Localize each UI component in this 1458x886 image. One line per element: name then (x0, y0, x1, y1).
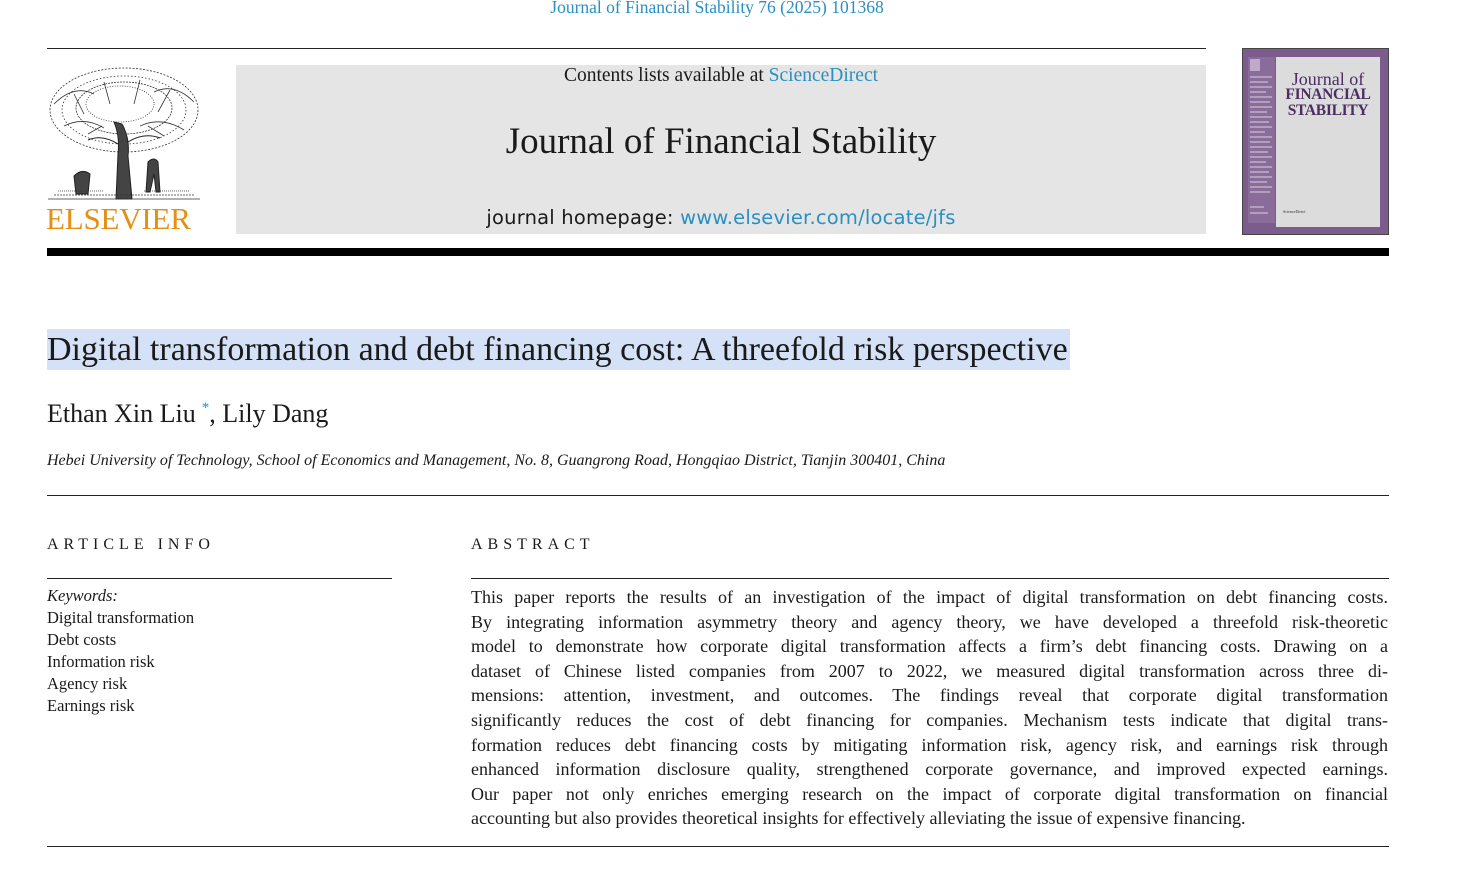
author-name[interactable]: Lily Dang (222, 399, 329, 428)
keyword-item: Information risk (47, 652, 155, 671)
abstract-line: Our paper not only enriches emerging research on the impact of corporate digital transformation on financial (471, 783, 1388, 804)
journal-citation-link[interactable]: Journal of Financial Stability 76 (2025) 101368 (550, 0, 884, 17)
elsevier-tree-icon (44, 64, 202, 204)
abstract-line: mensions: attention, investment, and outcomes. The findings reveal that corporate digital transformation (471, 685, 1388, 706)
abstract-divider (471, 578, 1389, 579)
cover-title-line1: Journal of (1291, 69, 1365, 89)
keyword-item: Agency risk (47, 674, 128, 693)
cover-contents-strip (1248, 57, 1275, 223)
top-divider (47, 48, 1206, 49)
homepage-line (236, 206, 1206, 229)
keywords-block (47, 585, 194, 717)
abstract-line: This paper reports the results of an investigation of the impact of digital transformation on debt financing costs. (471, 587, 1388, 607)
article-info-heading: ARTICLE INFO (47, 536, 215, 553)
affiliation-divider (47, 495, 1389, 496)
abstract-line: accounting but also provides theoretical insights for effectively alleviating the issue of expensive financing. (471, 808, 1246, 829)
journal-banner (236, 65, 1206, 234)
article-info-divider (47, 578, 392, 579)
abstract-line: dataset of Chinese listed companies from 2007 to 2022, we measured digital transformation across three di- (471, 660, 1388, 681)
cover-title-line2: FINANCIAL (1285, 86, 1371, 103)
author-list (47, 399, 328, 429)
author-affiliation: Hebei University of Technology, School of Economics and Management, No. 8, Guangrong Road, Hongqiao District, Tianjin 300401, China (47, 452, 946, 469)
header-thick-divider (47, 248, 1389, 256)
keyword-item: Digital transformation (47, 608, 195, 627)
abstract-line: significantly reduces the cost of debt financing for companies. Mechanism tests indicate that digital trans- (471, 709, 1388, 730)
abstract-text (471, 585, 1388, 831)
journal-homepage-link[interactable]: www.elsevier.com/locate/jfs (680, 206, 956, 229)
sciencedirect-link[interactable]: ScienceDirect (768, 65, 879, 86)
homepage-prefix: journal homepage: (486, 206, 681, 229)
keyword-item: Debt costs (47, 630, 117, 649)
author-separator: , (209, 399, 223, 428)
publisher-wordmark: ELSEVIER (46, 201, 191, 236)
abstract-line: formation reduces debt financing costs by mitigating information risk, agency risk, and earnings risk through (471, 734, 1388, 755)
abstract-line: model to demonstrate how corporate digital transformation affects a firm’s debt financing costs. Drawing on a (471, 636, 1388, 657)
contents-prefix: Contents lists available at (563, 65, 769, 86)
journal-cover-thumbnail[interactable] (1242, 48, 1389, 235)
corresponding-author-mark[interactable]: * (201, 400, 210, 417)
abstract-heading: ABSTRACT (471, 536, 595, 553)
keyword-item: Earnings risk (47, 696, 135, 715)
abstract-line: By integrating information asymmetry theory and agency theory, we have developed a threefold risk-theoretic (471, 611, 1388, 632)
abstract-line: enhanced information disclosure quality, strengthened corporate governance, and improved expected earnings. (471, 759, 1388, 780)
contents-line (236, 65, 1206, 87)
keywords-label: Keywords: (47, 586, 118, 605)
cover-title (1276, 71, 1380, 119)
cover-footer-text: ScienceDirect (1283, 209, 1306, 214)
cover-panel (1276, 57, 1380, 227)
journal-title: Journal of Financial Stability (505, 121, 937, 162)
paper-title: Digital transformation and debt financing cost: A threefold risk perspective (47, 331, 1068, 368)
elsevier-logo (44, 64, 202, 236)
cover-title-line3: STABILITY (1287, 102, 1369, 119)
author-name[interactable]: Ethan Xin Liu (47, 399, 196, 428)
abstract-bottom-divider (47, 846, 1389, 847)
